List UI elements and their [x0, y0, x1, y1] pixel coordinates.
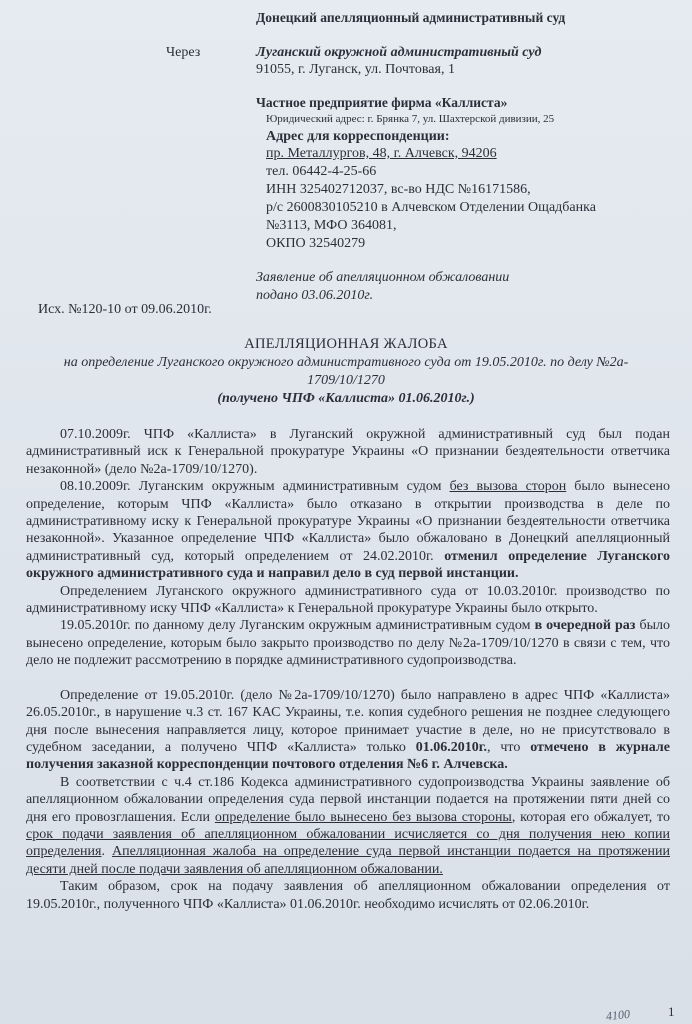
paragraph-6: [26, 774, 670, 878]
paragraph-5: [26, 687, 670, 774]
p6-text-cont-2: .: [101, 844, 112, 860]
via-court-address: 91055, г. Луганск, ул. Почтовая, 1: [256, 62, 455, 77]
okpo-code: ОКПО 32540279: [266, 236, 366, 251]
p6-text: В соответствии с ч.4 ст.186 Кодекса административного судопроизводства Украины заявление об апелляционном обжаловании определения суда первой инстанции подается на протяжении пяти дней со дня его провозглашения. Если: [26, 774, 670, 825]
p4-text-cont: было вынесено определение, которым было закрыто производство по делу №2а-1709/10/1270 в связи с тем, что дело не подлежит рассмотрению в порядке административного судопроизводства.: [26, 618, 671, 669]
subtitle-line-2: 1709/10/1270: [307, 373, 385, 388]
via-court-name: Луганский окружной административный суд: [256, 45, 542, 60]
court-name: Донецкий апелляционный административный суд: [256, 10, 566, 25]
paragraph-3: Определением Луганского окружного административного суда от 10.03.2010г. производство по административному иску ЧПФ «Каллиста» к Генеральной прокуратуре Украины было открыто.: [26, 583, 670, 617]
p4-text: 19.05.2010г. по данному делу Луганским окружным административным судом: [60, 618, 535, 634]
p2-text: 08.10.2009г. Луганским окружным административным судом: [60, 479, 450, 495]
correspondence-address: пр. Металлургов, 48, г. Алчевск, 94206: [266, 146, 497, 161]
paragraph-7: Таким образом, срок на подачу заявления об апелляционном обжаловании определения от 19.05.2010г., полученного ЧПФ «Каллиста» 01.06.2010г. необходимо исчислять от 02.06.2010г.: [26, 879, 670, 912]
p5-bold-date: 01.06.2010г.: [415, 739, 487, 755]
p5-text-cont: , что: [486, 739, 531, 755]
subtitle-line-1: на определение Луганского окружного административного суда от 19.05.2010г. по делу №2а-: [63, 355, 629, 370]
paragraph-2: [26, 478, 670, 582]
p6-underlined-2: срок подачи заявления об апелляционном обжаловании исчисляется со дня получения нею копии определения: [26, 826, 670, 860]
p4-bold: в очередной раз: [534, 618, 636, 634]
p6-underlined-3: Апелляционная жалоба на определение суда первой инстанции подается на протяжении десяти дней после подачи заявления об апелляционном обжаловании.: [26, 844, 670, 877]
handwritten-note: 4100: [605, 1006, 631, 1024]
received-note: (получено ЧПФ «Каллиста» 01.06.2010г.): [217, 391, 475, 406]
via-label: Через: [166, 45, 201, 60]
correspondence-title: Адрес для корреспонденции:: [266, 129, 450, 144]
application-date: подано 03.06.2010г.: [256, 288, 374, 303]
p6-text-cont: , которая его обжалует, то: [511, 809, 670, 825]
bank-account: р/с 2600830105210 в Алчевском Отделении Ощадбанка: [266, 200, 596, 215]
p5-text: Определение от 19.05.2010г. (дело №2а-1709/10/1270) было направлено в адрес ЧПФ «Каллиста» 26.05.2010г., в нарушение ч.3 ст. 167 КАС Украины, т.е. копия судебного решения не позднее следующего дня после вынесения направляется лицу, которое принимает участие в деле, но не присутствовало в судебном заседании, а получено ЧПФ «Каллиста» только: [26, 687, 670, 755]
page-number: 1: [668, 1004, 675, 1019]
p2-bold: отменил определение Луганского окружного административного суда и направил дело в суд первой инстанции.: [26, 548, 670, 582]
p2-text-cont: было вынесено определение, которым ЧПФ «Каллиста» было отказано в открытии производства в деле по административному иску к Генеральной прокуратуре Украины «О признании бездеятельности ответчика незаконной». Указанное определение ЧПФ «Каллиста» было обжаловано в Донецкий апелляционный административный суд, который определением от 24.02.2010г.: [26, 479, 671, 564]
phone: тел. 06442-4-25-66: [266, 164, 377, 179]
document-title: АПЕЛЛЯЦИОННАЯ ЖАЛОБА: [244, 336, 448, 352]
legal-address: Юридический адрес: г. Брянка 7, ул. Шахтерской дивизии, 25: [266, 113, 555, 125]
document-body: [26, 426, 670, 913]
tax-id: ИНН 325402712037, вс-во НДС №16171586,: [266, 182, 531, 197]
p2-underlined: без вызова сторон: [449, 479, 567, 495]
bank-branch: №3113, МФО 364081,: [266, 218, 397, 233]
p6-underlined-1: определение было вынесено без вызова стороны: [214, 809, 512, 825]
firm-name: Частное предприятие фирма «Каллиста»: [256, 95, 508, 110]
p5-bold-note: отмечено в журнале получения заказной корреспонденции почтового отделения №6 г. Алчевска.: [26, 739, 670, 773]
paragraph-1: 07.10.2009г. ЧПФ «Каллиста» в Луганский окружной административный суд был подан административный иск к Генеральной прокуратуре Украины «О признании бездеятельности ответчика незаконной» (дело №2а-1709/10/1270).: [26, 427, 670, 477]
application-note: Заявление об апелляционном обжаловании: [256, 270, 510, 285]
outgoing-reference: Исх. №120-10 от 09.06.2010г.: [38, 302, 212, 317]
paragraph-4: [26, 617, 670, 669]
